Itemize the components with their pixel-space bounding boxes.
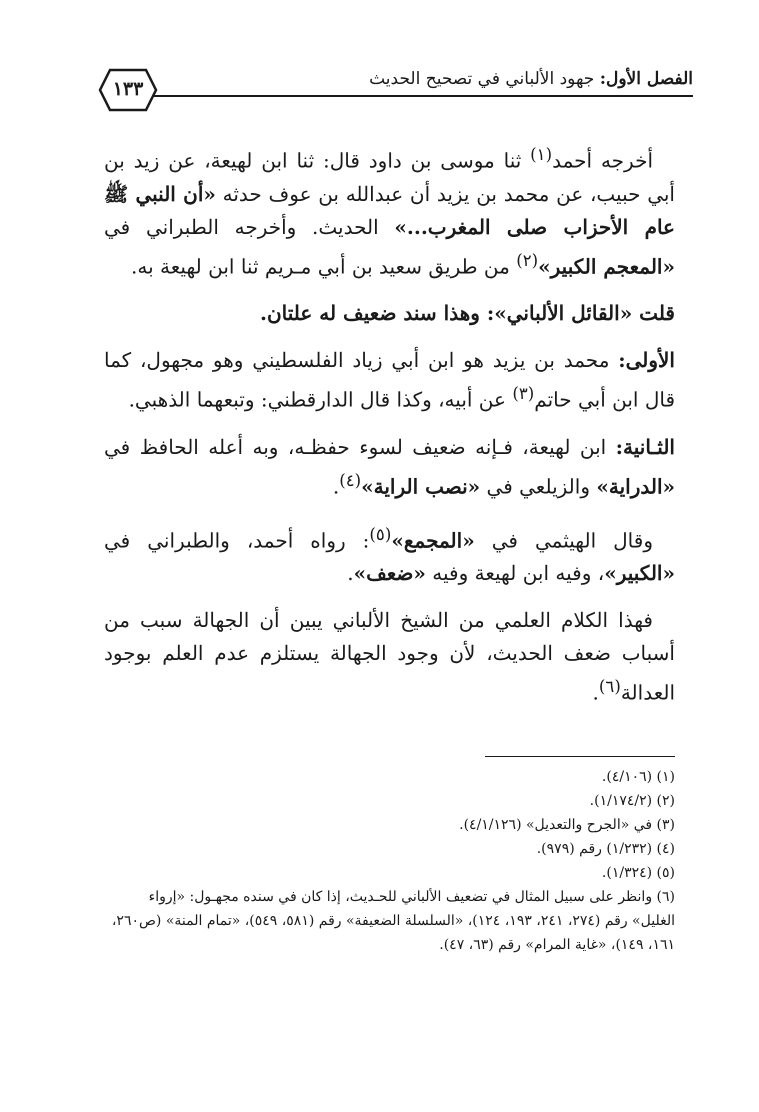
book-title: «الكبير» — [604, 561, 675, 586]
text-run: ابن لهيعة، فـإنه ضعيف لسوء حفظـه، وبه أعله الحافظ في — [104, 434, 616, 459]
text-run: عن أبيه، وكذا قال الدارقطني: وتبعهما الذهبي. — [128, 387, 513, 412]
text-run: ، وفيه ابن لهيعة وفيه — [425, 561, 605, 586]
text-run: من طريق سعيد بن أبي مـريم ثنا ابن لهيعة به. — [131, 254, 517, 279]
text-run: وقال الهيثمي في — [474, 528, 653, 553]
footnotes — [104, 756, 675, 957]
footnote-separator — [485, 756, 675, 757]
footnote-item: (٢) (١/١٧٤/٢). — [589, 793, 675, 809]
page-number-badge — [98, 68, 158, 112]
text-run: فهذا الكلام العلمي من الشيخ الألباني يبين أن الجهالة سبب من أسباب ضعف الحديث، لأن وجود الجهالة يستلزم عدم العلم بوجود العدالة — [104, 608, 675, 705]
section-statement: قلت «القائل الألباني»: وهذا سند ضعيف له علتان. — [259, 301, 675, 326]
text-run: أخرجه أحمد — [552, 148, 653, 173]
paragraph-1 — [104, 138, 675, 283]
header-rule — [142, 95, 693, 97]
footnote-ref: (٦) — [598, 677, 621, 697]
grading-term: «ضعف» — [353, 561, 426, 586]
footnote-item: (٤) (١/٢٣٢) رقم (٩٧٩). — [536, 841, 675, 857]
paragraph-3 — [104, 344, 675, 417]
quoted-hadith: «أن النبي ﷺ عام الأحزاب صلى المغرب...» — [104, 181, 675, 239]
main-text — [104, 138, 675, 724]
paragraph-6 — [104, 604, 675, 710]
page-number: ١٣٣ — [112, 78, 144, 100]
footnote-item: (٣) في «الجرح والتعديل» (٤/١/١٢٦). — [459, 817, 675, 833]
text-run: محمد بن يزيد هو ابن أبي زياد الفلسطيني وهو مجهول، كما قال ابن أبي حاتم — [104, 348, 675, 412]
text-run: : رواه أحمد، والطبراني في — [104, 528, 370, 553]
book-title: «المعجم الكبير» — [538, 254, 675, 279]
footnote-ref: (٢) — [516, 250, 539, 270]
point-label: الثـانية: — [615, 434, 675, 459]
footnote-ref: (٤) — [339, 470, 362, 490]
text-run: ثنا موسى بن داود قال: ثنا ابن لهيعة، عن زيد بن أبي حبيب، عن محمد بن يزيد أن عبدالله بن عوف حدثه — [104, 148, 675, 206]
point-label: الأولى: — [618, 348, 675, 373]
paragraph-2 — [104, 297, 675, 330]
footnote-ref: (٣) — [512, 384, 535, 404]
footnote-item: (٦) وانظر على سبيل المثال في تضعيف الألباني للحـديث، إذا كان في سنده مجهـول: «إرواء الغليل» رقم (٢٧٤، ٢٤١، ١٩٣، ١٢٤)، «السلسلة الضعيفة» رقم (٥٨١، ٥٤٩)، «تمام المنة» (ص٢٦٠، ١٦١، ١٤٩)، «غاية المرام» رقم (٦٣، ٤٧). — [111, 889, 675, 953]
running-header — [100, 62, 693, 96]
book-title: «نصب الراية» — [361, 474, 481, 499]
paragraph-4 — [104, 431, 675, 504]
chapter-title: جهود الألباني في تصحيح الحديث — [369, 69, 595, 89]
footnote-ref: (٥) — [369, 524, 392, 544]
footnote-ref: (١) — [530, 145, 553, 164]
text-run: والزيلعي في — [480, 474, 597, 499]
text-run: . — [332, 474, 340, 499]
footnote-item: (١) (٤/١٠٦). — [601, 769, 675, 785]
paragraph-5 — [104, 518, 675, 591]
text-run: . — [347, 561, 354, 586]
book-title: «الدراية» — [596, 474, 675, 499]
book-title: «المجمع» — [391, 528, 475, 553]
footnote-item: (٥) (١/٣٢٤). — [601, 865, 675, 881]
text-run: . — [592, 680, 599, 705]
text-run: الحديث. وأخرجه الطبراني في — [104, 214, 395, 239]
chapter-label: الفصل الأول: — [599, 69, 693, 89]
